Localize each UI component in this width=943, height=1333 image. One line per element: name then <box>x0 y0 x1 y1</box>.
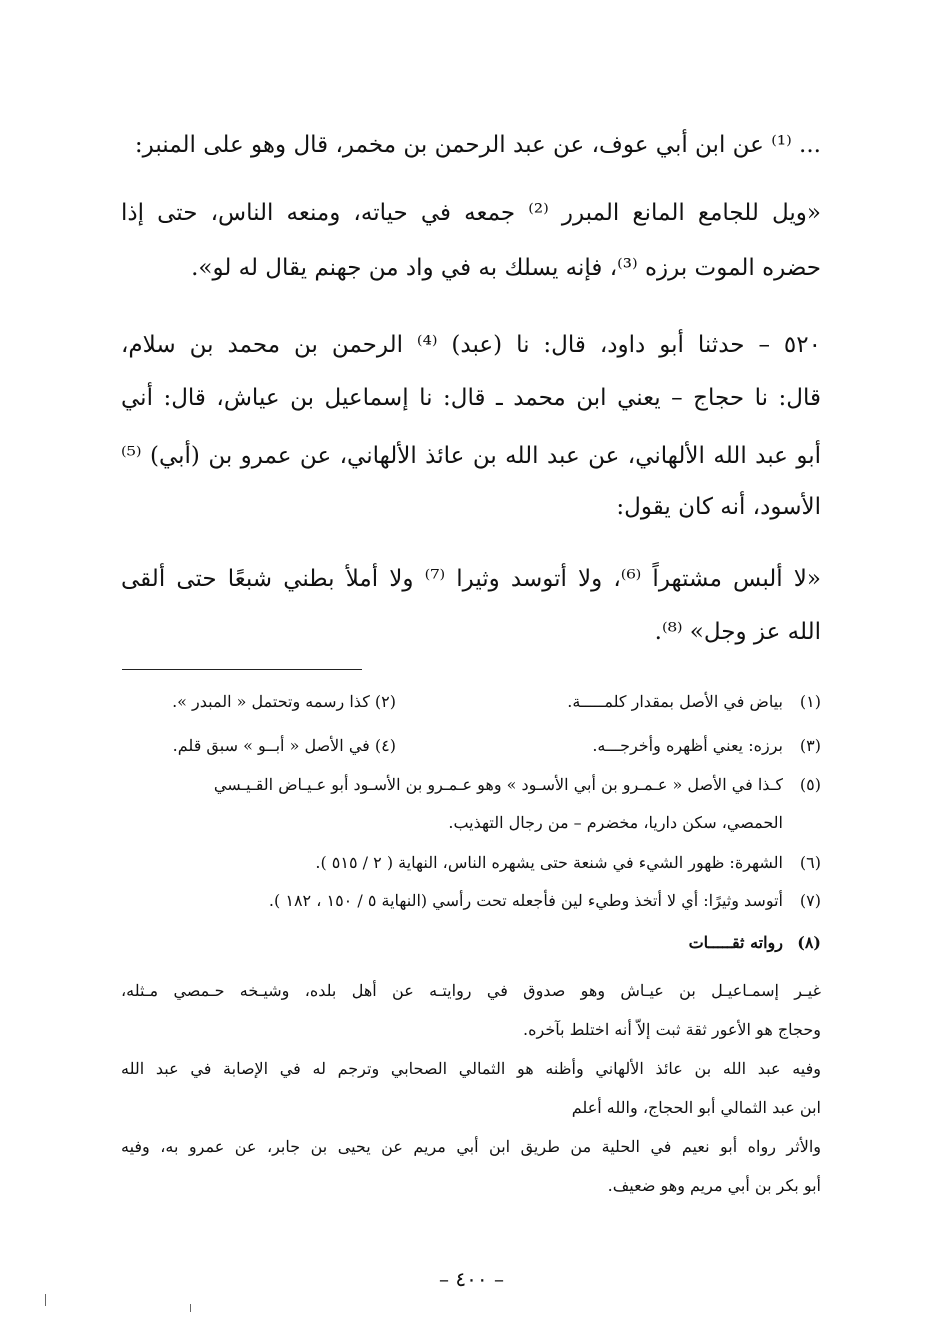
main-line-1: ... ⁽¹⁾ عن ابن أبي عوف، عن عبد الرحمن بن مخمر، قال وهو على المنبر: <box>134 132 821 158</box>
main-line-7: الأسود، أنه كان يقول: <box>616 494 821 520</box>
main-line-6: أبو عبد الله الألهاني، عن عبد الله بن عائذ الألهاني، عن عمرو بن (أبي) ⁽⁵⁾ <box>121 443 821 469</box>
footnote-6-text: الشهرة: ظهور الشيء في شنعة حتى يشهره الناس، النهاية ( ٢ / ٥١٥ ). <box>315 853 783 872</box>
commentary-line-2: وحجاج هو الأعور ثقة ثبت إلاّ أنه اختلط بآخره. <box>523 1020 821 1039</box>
main-line-9: الله عز وجل» ⁽⁸⁾. <box>654 619 821 645</box>
scan-speck <box>190 1304 191 1312</box>
main-line-2: «ويل للجامع المانع المبرر ⁽²⁾ جمعه في حياته، ومنعه الناس، حتى إذا <box>121 200 821 226</box>
footnote-6-number: (٦) <box>799 853 821 872</box>
footnote-8-text: رواته ثقـــــات <box>688 933 783 952</box>
commentary-line-3: وفيه عبد الله بن عائذ الألهاني وأظنه هو الثمالي الصحابي وترجم له في الإصابة في عبد الله <box>121 1059 821 1078</box>
commentary-line-4: ابن عبد الثمالي أبو الحجاج، والله أعلم <box>571 1098 821 1117</box>
scan-speck <box>45 1294 46 1306</box>
footnote-separator <box>122 669 362 670</box>
footnote-4-text: في الأصل « أبــو » سبق قلم. <box>172 736 370 755</box>
footnote-2-text: كذا رسمه وتحتمل « المبدر ». <box>172 692 370 711</box>
footnote-6 <box>121 852 821 874</box>
footnote-5-line-2 <box>121 812 821 834</box>
commentary-line-5: والأثر رواه أبو نعيم في الحلية من طريق ابن أبي مريم عن يحيى بن جابر، عن عمرو به، وفيه <box>121 1137 822 1156</box>
footnote-5-text-1: كـذا في الأصل « عـمـرو بن أبي الأسـود » وهو عـمـرو بن الأسـود أبو عـيـاض القـيـسي <box>213 775 783 794</box>
footnote-5-text-2: الحمصي، سكن داريا، مخضرم – من رجال التهذيب. <box>448 813 783 832</box>
commentary-line-1: غيـر إسمـاعيـل بن عيـاش وهو صدوق في روايتـه عن أهل بلده، وشيـخه حـمصي مـثله، <box>121 981 821 1000</box>
footnote-7 <box>121 890 821 912</box>
main-line-4: ٥٢٠ – حدثنا أبو داود، قال: نا (عبد) ⁽⁴⁾ الرحمن بن محمد بن سلام، <box>121 332 821 358</box>
footnote-7-number: (٧) <box>799 891 821 910</box>
footnote-row-1 <box>121 691 821 713</box>
footnote-1-number: (١) <box>799 692 821 711</box>
footnote-4-number: (٤) <box>374 736 396 755</box>
footnote-2-number: (٢) <box>374 692 396 711</box>
footnote-4 <box>173 735 396 757</box>
main-line-3: حضره الموت برزه ⁽³⁾، فإنه يسلك به في واد من جهنم يقال له لو». <box>191 255 821 281</box>
footnote-8 <box>121 932 821 954</box>
page-number: – ٤٠٠ – <box>439 1267 504 1291</box>
main-line-8: «لا ألبس مشتهراً ⁽⁶⁾، ولا أتوسد وثيرا ⁽⁷⁾ ولا أملأ بطني شبعًا حتى ألقى <box>121 566 821 592</box>
footnote-3-number: (٣) <box>799 736 821 755</box>
footnote-8-number: (٨) <box>797 933 821 952</box>
footnote-2 <box>172 691 396 713</box>
footnote-5-number: (٥) <box>799 775 821 794</box>
footnote-1-text: بياض في الأصل بمقدار كلمـــــة. <box>567 692 783 711</box>
footnote-5-line-1 <box>121 774 821 796</box>
commentary-line-6: أبو بكر بن أبي مريم وهو ضعيف. <box>607 1176 821 1195</box>
main-line-5: قال: نا حجاج – يعني ابن محمد ـ قال: نا إسماعيل بن عياش، قال: أني <box>121 385 821 411</box>
footnote-row-2 <box>121 735 821 757</box>
footnote-7-text: أتوسد وثيرًا: أي لا أتخذ وطيء لين فأجعله تحت رأسي (النهاية ٥ / ١٥٠ ، ١٨٢ ). <box>268 891 783 910</box>
footnote-3-text: برزه: يعني أظهره وأخرجـــه. <box>592 736 783 755</box>
